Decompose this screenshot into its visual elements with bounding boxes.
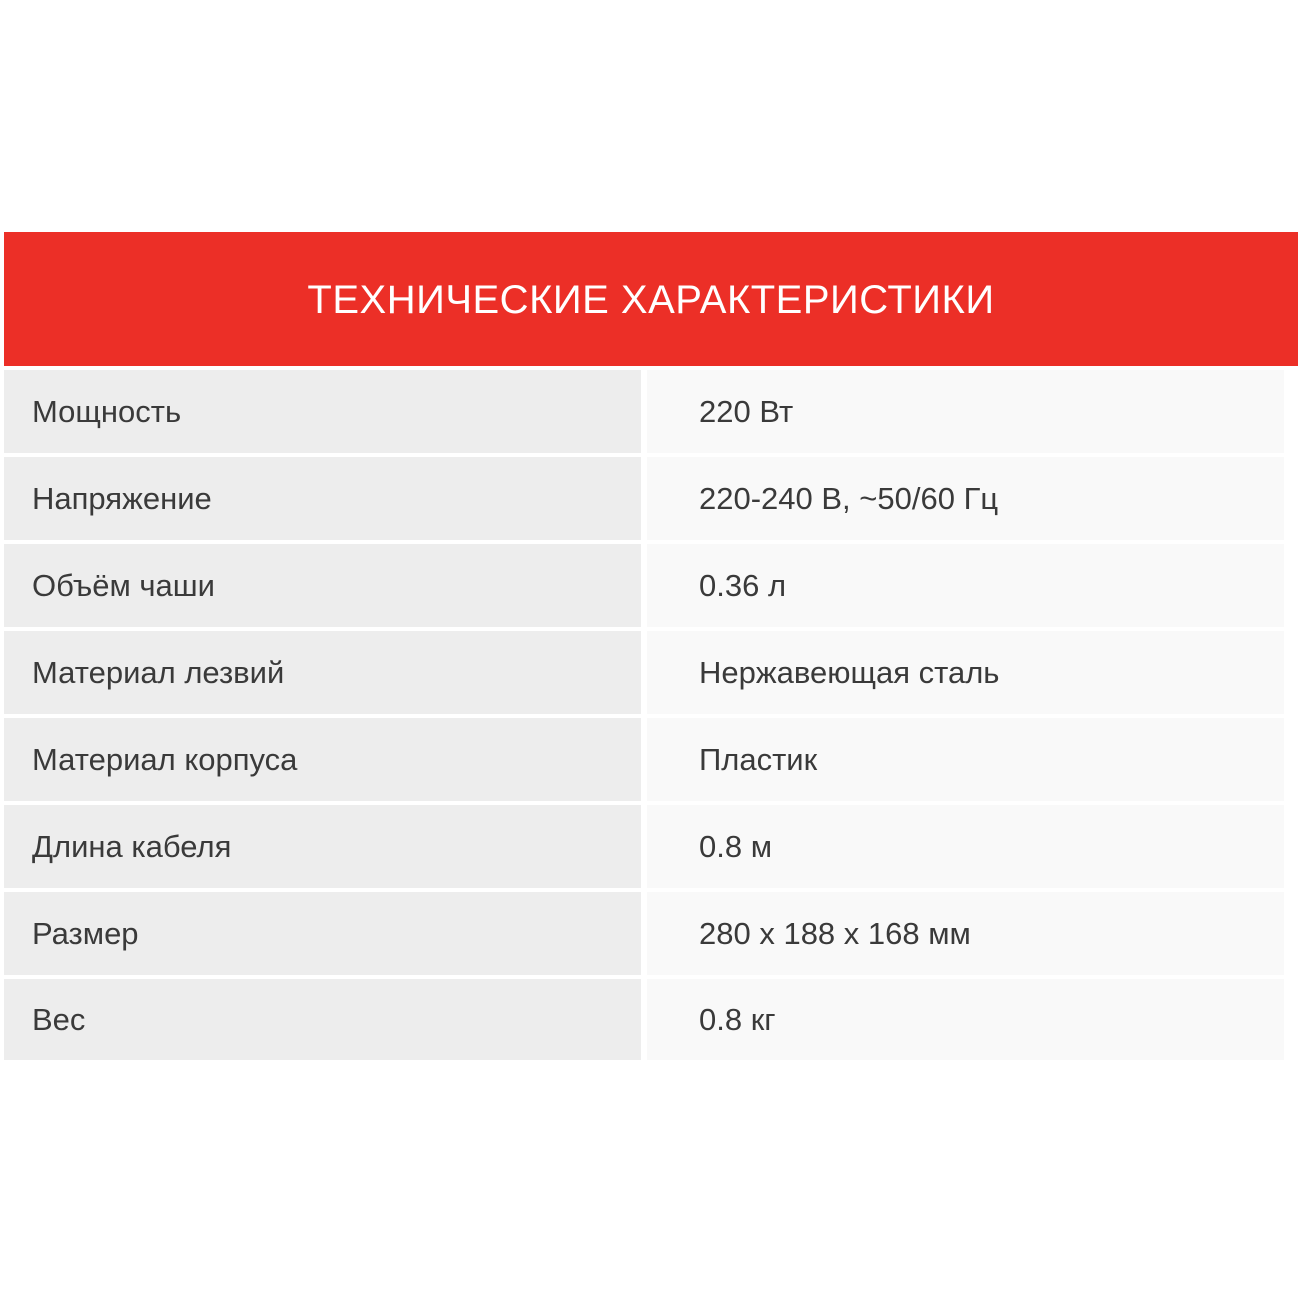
spec-value: 220 Вт	[647, 370, 1284, 453]
spec-row-blade-material	[4, 631, 1298, 714]
spec-label: Объём чаши	[4, 544, 641, 627]
spec-value: 220-240 В, ~50/60 Гц	[647, 457, 1284, 540]
spec-row-power	[4, 370, 1298, 453]
specifications-header	[4, 232, 1298, 366]
spec-value: 0.36 л	[647, 544, 1284, 627]
specifications-rows	[4, 366, 1298, 1060]
spec-label: Вес	[4, 979, 641, 1060]
spec-row-body-material	[4, 718, 1298, 801]
spec-row-bowl-volume	[4, 544, 1298, 627]
spec-label: Длина кабеля	[4, 805, 641, 888]
spec-value: Пластик	[647, 718, 1284, 801]
spec-label: Размер	[4, 892, 641, 975]
spec-value: 0.8 кг	[647, 979, 1284, 1060]
spec-row-voltage	[4, 457, 1298, 540]
spec-value: 0.8 м	[647, 805, 1284, 888]
spec-label: Напряжение	[4, 457, 641, 540]
spec-value: 280 x 188 x 168 мм	[647, 892, 1284, 975]
spec-row-cable-length	[4, 805, 1298, 888]
spec-row-weight	[4, 979, 1298, 1060]
spec-label: Мощность	[4, 370, 641, 453]
specifications-title: ТЕХНИЧЕСКИЕ ХАРАКТЕРИСТИКИ	[307, 277, 995, 322]
spec-label: Материал лезвий	[4, 631, 641, 714]
spec-label: Материал корпуса	[4, 718, 641, 801]
spec-value: Нержавеющая сталь	[647, 631, 1284, 714]
specifications-table	[4, 232, 1298, 1060]
spec-row-size	[4, 892, 1298, 975]
